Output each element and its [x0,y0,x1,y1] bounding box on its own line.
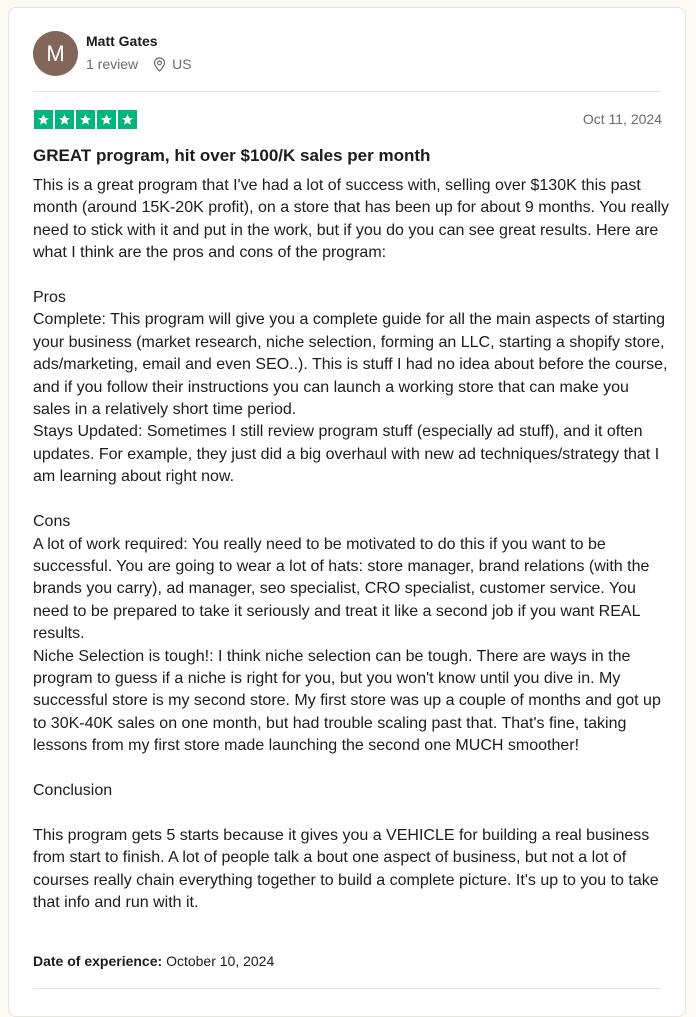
star-icon [118,110,137,129]
experience-date: October 10, 2024 [166,953,275,969]
star-icon [97,110,116,129]
footer-divider [33,988,661,989]
reviewer-name[interactable]: Matt Gates [86,33,158,49]
star-rating [34,110,139,129]
experience-label: Date of experience: [33,953,163,969]
reviewer-location [153,56,191,72]
review-date: Oct 11, 2024 [582,111,662,127]
review-card [8,7,686,1017]
country-label: US [172,56,192,72]
review-count: 1 review [86,56,139,72]
date-of-experience [33,953,274,969]
header-divider [33,91,661,92]
star-icon [55,110,74,129]
avatar[interactable]: M [33,31,78,76]
review-body: This is a great program that I've had a lot of success with, selling over $130K this past month (around 15K-20K profit), on a store that has been up for about 9 months. You really need to stick with it and put in the work, but if you do you can see great results. Here are what I think are the pros and cons of the program: Pros Complete: This program will give you a complete guide for all the main aspects of starting your business (market research, niche selection, forming an LLC, starting a shopify store, ads/marketing, email and even SEO..). This is stuff I had no idea about before the course, and if you follow their instructions you can launch a working store that can make you sales in a relatively short time period. Stays Updated: Sometimes I still review program stuff (especially ad stuff), and it often updates. For example, they just did a big overhaul with new ad techniques/strategy that I am learning about right now. Cons A lot of work required: You really need to be motivated to do this if you want to be successful. You are going to wear a lot of hats: store manager, brand relations (with the brands you carry), ad manager, seo specialist, CRO specialist, customer service. You need to be prepared to take it seriously and treat it like a second job if you want REAL results. Niche Selection is tough!: I think niche selection can be tough. There are ways in the program to guess if a niche is right for you, but you won't know until you dive in. My successful store is my second store. My first store was up a couple of months and got up to 30K-40K sales on one month, but had trouble scaling past that. That's fine, taking lessons from my first store made launching the second one MUCH smoother! Conclusion This program gets 5 starts because it gives you a VEHICLE for building a real business from start to finish. A lot of people talk a bout one aspect of business, but not a lot of courses really chain everything together to build a complete picture. It's up to you to take that info and run with it. [33,177,669,911]
star-icon [34,110,53,129]
review-title[interactable]: GREAT program, hit over $100/K sales per month [33,146,431,165]
star-icon [76,110,95,129]
reviewer-meta [86,56,192,72]
map-pin-icon [153,57,166,72]
